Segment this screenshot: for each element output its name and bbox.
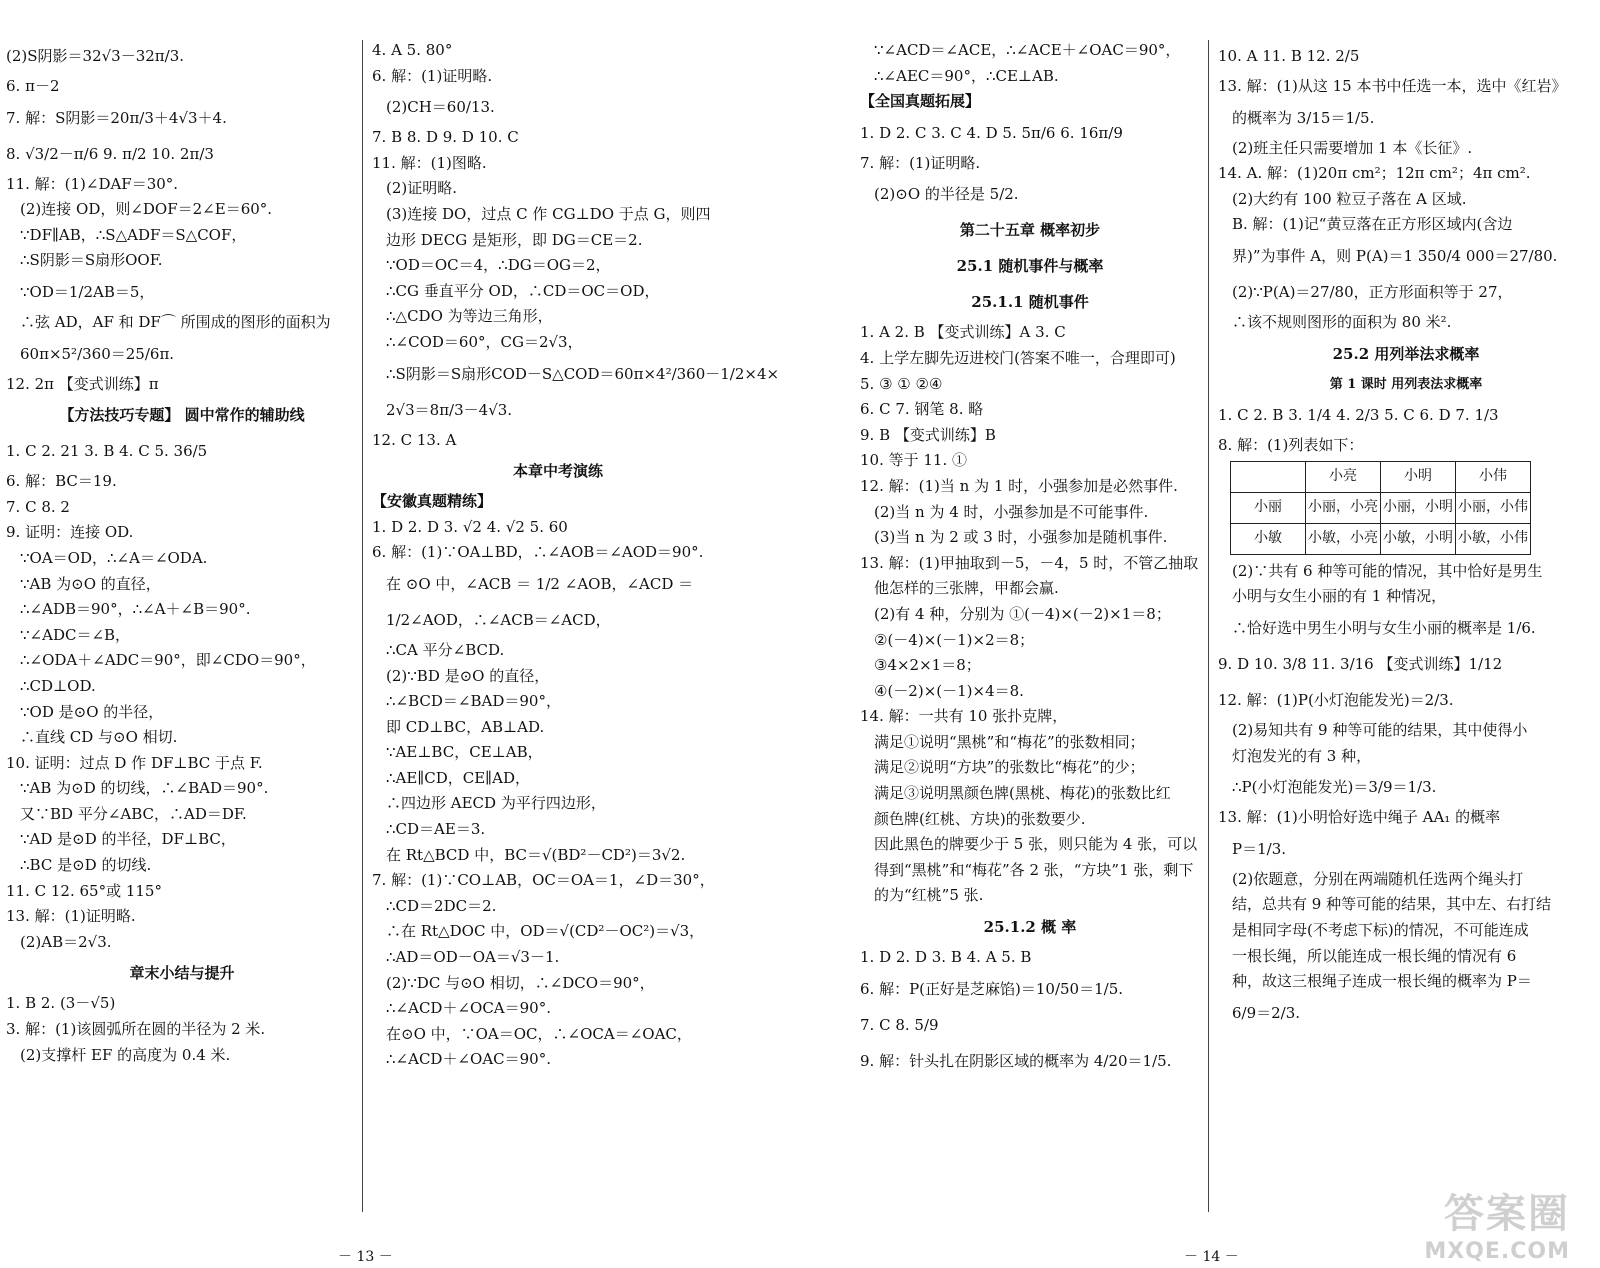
text-line: ∴∠AEC＝90°，∴CE⊥AB. bbox=[874, 66, 1059, 85]
text-line: (2)有 4 种，分别为 ①(－4)×(－2)×1＝8； bbox=[874, 604, 1171, 623]
text-line: 11. 解：(1)图略. bbox=[372, 153, 487, 172]
subsection-heading: 25.1.2 概 率 bbox=[983, 918, 1077, 937]
text-line: 4. 上学左脚先迈进校门(答案不唯一，合理即可) bbox=[860, 348, 1176, 367]
text-line: ∵OD＝OC＝4，∴DG＝OG＝2， bbox=[386, 256, 611, 275]
text-line: ③4×2×1＝8； bbox=[874, 656, 981, 675]
table-cell: 小敏，小亮 bbox=[1306, 523, 1381, 554]
text-line: 9. 解：针头扎在阴影区域的概率为 4/20＝1/5. bbox=[860, 1051, 1172, 1070]
text-line: 12. 2π 【变式训练】π bbox=[6, 374, 159, 393]
column-divider bbox=[362, 40, 363, 1212]
text-line: ∵OD 是⊙O 的半径， bbox=[20, 702, 164, 721]
text-line: 12. C 13. A bbox=[372, 430, 457, 449]
text-line: ∴∠ACD＋∠OCA＝90°. bbox=[386, 999, 551, 1018]
text-line: 是相同字母(不考虑下标)的情况，不可能连成 bbox=[1232, 920, 1529, 939]
text-line: 结，总共有 9 种等可能的结果，其中左、右打结 bbox=[1232, 895, 1552, 914]
watermark-text: 答案圈 bbox=[1444, 1191, 1570, 1237]
text-line: 2√3＝8π/3－4√3. bbox=[386, 400, 513, 419]
text-line: 1. D 2. C 3. C 4. D 5. 5π/6 6. 16π/9 bbox=[860, 123, 1123, 142]
text-line: 7. C 8. 5/9 bbox=[860, 1015, 939, 1034]
text-line: (2)大约有 100 粒豆子落在 A 区域. bbox=[1232, 189, 1467, 208]
text-line: 7. 解：(1)∵CO⊥AB，OC＝OA＝1，∠D＝30°， bbox=[372, 871, 715, 890]
text-line: 7. B 8. D 9. D 10. C bbox=[372, 128, 519, 147]
text-line: 一根长绳，所以能连成一根长绳的情况有 6 bbox=[1232, 946, 1517, 965]
table-cell bbox=[1231, 461, 1306, 492]
text-line: ∴∠ODA＋∠ADC＝90°，即∠CDO＝90°， bbox=[20, 651, 316, 670]
text-line: 14. 解：一共有 10 张扑克牌， bbox=[860, 707, 1068, 726]
text-line: ∴该不规则图形的面积为 80 米². bbox=[1232, 312, 1452, 331]
text-line: (2)AB＝2√3. bbox=[20, 932, 112, 951]
section-heading: 本章中考演练 bbox=[512, 462, 603, 481]
text-line: 1. D 2. D 3. B 4. A 5. B bbox=[860, 948, 1032, 967]
text-line: 6. 解：P(正好是芝麻馅)＝10/50＝1/5. bbox=[860, 979, 1124, 998]
text-line: 6/9＝2/3. bbox=[1232, 1003, 1301, 1022]
column-3 bbox=[860, 38, 1200, 1079]
column-1 bbox=[6, 38, 358, 1068]
table-cell: 小丽 bbox=[1231, 492, 1306, 523]
text-line: 1. C 2. B 3. 1/4 4. 2/3 5. C 6. D 7. 1/3 bbox=[1218, 406, 1499, 425]
text-line: 7. C 8. 2 bbox=[6, 497, 70, 516]
text-line: (2)班主任只需要增加 1 本《长征》. bbox=[1232, 138, 1473, 157]
text-line: ∴∠COD＝60°，CG＝2√3， bbox=[386, 332, 583, 351]
text-line: (2)∵P(A)＝27/80，正方形面积等于 27， bbox=[1232, 282, 1513, 301]
text-line: 6. C 7. 钢笔 8. 略 bbox=[860, 400, 984, 419]
text-line: ∴△CDO 为等边三角形， bbox=[386, 307, 553, 326]
text-line: ④(－2)×(－1)×4＝8. bbox=[874, 681, 1024, 700]
text-line: (2)S阴影＝32√3－32π/3. bbox=[6, 47, 185, 65]
text-line: 8. 解：(1)列表如下： bbox=[1218, 436, 1364, 455]
text-line: 13. 解：(1)从这 15 本书中任选一本，选中《红岩》 bbox=[1218, 77, 1567, 95]
subsection-heading: 25.1.1 随机事件 bbox=[971, 293, 1089, 312]
text-line: P＝1/3. bbox=[1232, 839, 1287, 858]
text-line: 他怎样的三张牌，甲都会赢. bbox=[874, 579, 1059, 598]
text-line: 4. A 5. 80° bbox=[372, 41, 453, 59]
table-row bbox=[1231, 523, 1531, 554]
text-line: ∵OA＝OD，∴∠A＝∠ODA. bbox=[20, 548, 208, 567]
table-cell: 小丽，小伟 bbox=[1456, 492, 1531, 523]
text-line: 11. C 12. 65°或 115° bbox=[6, 881, 162, 900]
section-heading: 25.1 随机事件与概率 bbox=[956, 257, 1104, 276]
column-divider bbox=[1208, 40, 1209, 1212]
table-cell: 小敏 bbox=[1231, 523, 1306, 554]
text-line: 边形 DECG 是矩形，即 DG＝CE＝2. bbox=[386, 230, 643, 249]
text-line: ∵∠ACD＝∠ACE，∴∠ACE＋∠OAC＝90°， bbox=[874, 41, 1181, 59]
text-line: 12. 解：(1)当 n 为 1 时，小强参加是必然事件. bbox=[860, 476, 1178, 495]
text-line: 颜色牌(红桃、方块)的张数要少. bbox=[874, 809, 1086, 828]
table-cell: 小伟 bbox=[1456, 461, 1531, 492]
text-line: 6. 解：(1)∵OA⊥BD，∴∠AOB＝∠AOD＝90°. bbox=[372, 543, 704, 562]
text-line: ∴CD＝2DC＝2. bbox=[386, 896, 497, 915]
text-line: (2)依题意，分别在两端随机任选两个绳头打 bbox=[1232, 869, 1524, 888]
text-line: (2)CH＝60/13. bbox=[386, 98, 495, 117]
text-line: ∴P(小灯泡能发光)＝3/9＝1/3. bbox=[1232, 778, 1437, 797]
text-line: 界)”为事件 A，则 P(A)＝1 350/4 000＝27/80. bbox=[1232, 246, 1558, 265]
text-line: B. 解：(1)记“黄豆落在正方形区域内(含边 bbox=[1232, 215, 1513, 234]
text-line: ∵AD 是⊙D 的半径，DF⊥BC， bbox=[20, 830, 236, 849]
table-header-row bbox=[1231, 461, 1531, 492]
text-line: ∴S阴影＝S扇形OOF. bbox=[20, 251, 163, 270]
text-line: 11. 解：(1)∠DAF＝30°. bbox=[6, 174, 179, 193]
text-line: ∵AE⊥BC，CE⊥AB， bbox=[386, 743, 543, 762]
text-line: ②(－4)×(－1)×2＝8； bbox=[874, 630, 1035, 649]
section-heading: 【方法技巧专题】 圆中常作的辅助线 bbox=[59, 406, 305, 425]
text-line: 1. C 2. 21 3. B 4. C 5. 36/5 bbox=[6, 442, 208, 461]
column-4 bbox=[1218, 38, 1594, 1031]
text-line: 10. A 11. B 12. 2/5 bbox=[1218, 47, 1360, 65]
text-line: ∴四边形 AECD 为平行四边形， bbox=[386, 794, 606, 813]
text-line: ∴弦 AD，AF 和 DF⌒ 所围成的图形的面积为 bbox=[20, 312, 331, 331]
text-line: (2)连接 OD，则∠DOF＝2∠E＝60°. bbox=[20, 200, 273, 219]
text-line: 10. 证明：过点 D 作 DF⊥BC 于点 F. bbox=[6, 753, 263, 772]
chapter-heading: 第二十五章 概率初步 bbox=[959, 221, 1101, 240]
text-line: 因此黑色的牌要少于 5 张，则只能为 4 张，可以 bbox=[874, 835, 1198, 854]
text-line: 9. 证明：连接 OD. bbox=[6, 523, 134, 542]
text-line: ∴直线 CD 与⊙O 相切. bbox=[20, 728, 178, 747]
watermark-url: MXQE.COM bbox=[1424, 1239, 1570, 1264]
table-cell: 小敏，小明 bbox=[1381, 523, 1456, 554]
text-line: 5. ③ ① ②④ bbox=[860, 374, 943, 393]
page-number: － 14 － bbox=[1184, 1249, 1239, 1265]
text-line: ∴BC 是⊙D 的切线. bbox=[20, 856, 152, 875]
list-table bbox=[1230, 461, 1531, 555]
text-line: 1. A 2. B 【变式训练】A 3. C bbox=[860, 323, 1066, 342]
text-line: 13. 解：(1)小明恰好选中绳子 AA₁ 的概率 bbox=[1218, 808, 1501, 827]
text-line: 13. 解：(1)甲抽取到－5，－4，5 时，不管乙抽取 bbox=[860, 553, 1199, 572]
text-line: 得到“黑桃”和“梅花”各 2 张，“方块”1 张，剩下 bbox=[874, 860, 1194, 879]
page-number: － 13 － bbox=[338, 1249, 393, 1265]
text-line: (2)∵共有 6 种等可能的情况，其中恰好是男生 bbox=[1232, 561, 1543, 580]
column-2 bbox=[372, 38, 780, 1073]
text-line: ∴∠ACD＋∠OAC＝90°. bbox=[386, 1050, 551, 1069]
text-line: 在 Rt△BCD 中，BC＝√(BD²－CD²)＝3√2. bbox=[386, 845, 686, 864]
text-line: ∴∠ADB＝90°，∴∠A＋∠B＝90°. bbox=[20, 600, 251, 619]
text-line: 在⊙O 中，∵OA＝OC，∴∠OCA＝∠OAC， bbox=[386, 1024, 692, 1043]
text-line: 即 CD⊥BC，AB⊥AD. bbox=[386, 717, 545, 736]
text-line: 14. A. 解：(1)20π cm²；12π cm²；4π cm². bbox=[1218, 164, 1531, 183]
text-line: 种，故这三根绳子连成一根长绳的概率为 P＝ bbox=[1232, 972, 1532, 991]
text-line: 60π×5²/360＝25/6π. bbox=[20, 344, 175, 363]
text-line: (2)当 n 为 4 时，小强参加是不可能事件. bbox=[874, 502, 1149, 521]
text-line: 6. 解：BC＝19. bbox=[6, 472, 117, 491]
text-line: 满足②说明“方块”的张数比“梅花”的少； bbox=[874, 758, 1145, 777]
text-line: ∴CD⊥OD. bbox=[20, 676, 96, 695]
text-line: (3)当 n 为 2 或 3 时，小强参加是随机事件. bbox=[874, 528, 1168, 547]
text-line: 6. π－2 bbox=[6, 77, 60, 95]
text-line: 1/2∠AOD，∴∠ACB＝∠ACD， bbox=[386, 610, 611, 629]
watermark-logo bbox=[1424, 1182, 1570, 1264]
text-line: 7. 解：(1)证明略. bbox=[860, 153, 981, 172]
subsection-heading: 第 1 课时 用列表法求概率 bbox=[1329, 376, 1483, 392]
text-line: 满足③说明黑颜色牌(黑桃、梅花)的张数比红 bbox=[874, 784, 1171, 803]
text-line: 9. B 【变式训练】B bbox=[860, 425, 996, 444]
text-line: 1. B 2. (3－√5) bbox=[6, 994, 116, 1013]
text-line: 7. 解：S阴影＝20π/3＋4√3＋4. bbox=[6, 108, 227, 127]
text-line: (3)连接 DO，过点 C 作 CG⊥DO 于点 G，则四 bbox=[386, 204, 711, 223]
table-cell: 小亮 bbox=[1306, 461, 1381, 492]
text-line: ∴∠BCD＝∠BAD＝90°， bbox=[386, 692, 561, 711]
text-line: ∵AB 为⊙D 的切线，∴∠BAD＝90°. bbox=[20, 779, 269, 798]
text-line: ∴CD＝AE＝3. bbox=[386, 820, 486, 839]
table-cell: 小丽，小明 bbox=[1381, 492, 1456, 523]
text-line: ∵OD＝1/2AB＝5， bbox=[20, 282, 155, 301]
text-line: 13. 解：(1)证明略. bbox=[6, 907, 136, 926]
text-line: ∴在 Rt△DOC 中，OD＝√(CD²－OC²)＝√3， bbox=[386, 922, 705, 941]
text-line: 小明与女生小丽的有 1 种情况， bbox=[1232, 587, 1447, 606]
text-line: ∴AE∥CD，CE∥AD， bbox=[386, 768, 530, 787]
text-line: ∴AD＝OD－OA＝√3－1. bbox=[386, 948, 560, 967]
text-line: (2)证明略. bbox=[386, 179, 458, 198]
table-cell: 小敏，小伟 bbox=[1456, 523, 1531, 554]
text-line: ∵∠ADC＝∠B， bbox=[20, 625, 131, 644]
section-heading: 25.2 用列举法求概率 bbox=[1332, 344, 1480, 363]
text-line: ∵DF∥AB，∴S△ADF＝S△COF， bbox=[20, 225, 247, 244]
text-line: (2)⊙O 的半径是 5/2. bbox=[874, 185, 1019, 204]
section-heading: 章末小结与提升 bbox=[129, 964, 235, 983]
text-line: 满足①说明“黑桃”和“梅花”的张数相同； bbox=[874, 732, 1145, 751]
text-line: 1. D 2. D 3. √2 4. √2 5. 60 bbox=[372, 517, 568, 536]
text-line: 9. D 10. 3/8 11. 3/16 【变式训练】1/12 bbox=[1218, 654, 1503, 673]
text-line: (2)∵BD 是⊙O 的直径， bbox=[386, 666, 550, 685]
text-line: ∴S阴影＝S扇形COD－S△COD＝60π×4²/360－1/2×4× bbox=[386, 364, 780, 383]
text-line: 的概率为 3/15＝1/5. bbox=[1232, 108, 1375, 127]
table-cell: 小丽，小亮 bbox=[1306, 492, 1381, 523]
text-line: (2)支撑杆 EF 的高度为 0.4 米. bbox=[20, 1045, 231, 1064]
text-line: 在 ⊙O 中，∠ACB ＝ 1/2 ∠AOB，∠ACD ＝ bbox=[386, 574, 694, 593]
text-line: ∴CG 垂直平分 OD，∴CD＝OC＝OD， bbox=[386, 281, 660, 300]
text-line: ∵AB 为⊙O 的直径， bbox=[20, 574, 161, 593]
text-line: 灯泡发光的有 3 种， bbox=[1232, 746, 1372, 765]
text-line: ∴CA 平分∠BCD. bbox=[386, 640, 505, 659]
text-line: 的为“红桃”5 张. bbox=[874, 886, 984, 905]
text-line: 8. √3/2－π/6 9. π/2 10. 2π/3 bbox=[6, 144, 214, 163]
text-line: (2)易知共有 9 种等可能的结果，其中使得小 bbox=[1232, 720, 1528, 739]
section-heading: 【全国真题拓展】 bbox=[860, 92, 981, 111]
text-line: 6. 解：(1)证明略. bbox=[372, 66, 493, 85]
text-line: 又∵BD 平分∠ABC，∴AD＝DF. bbox=[20, 804, 247, 823]
table-cell: 小明 bbox=[1381, 461, 1456, 492]
text-line: 10. 等于 11. ① bbox=[860, 451, 968, 470]
text-line: ∴恰好选中男生小明与女生小丽的概率是 1/6. bbox=[1232, 618, 1536, 637]
section-heading: 【安徽真题精练】 bbox=[372, 492, 493, 511]
text-line: 12. 解：(1)P(小灯泡能发光)＝2/3. bbox=[1218, 690, 1454, 709]
table-row bbox=[1231, 492, 1531, 523]
text-line: 3. 解：(1)该圆弧所在圆的半径为 2 米. bbox=[6, 1020, 266, 1039]
text-line: (2)∵DC 与⊙O 相切，∴∠DCO＝90°， bbox=[386, 973, 655, 992]
